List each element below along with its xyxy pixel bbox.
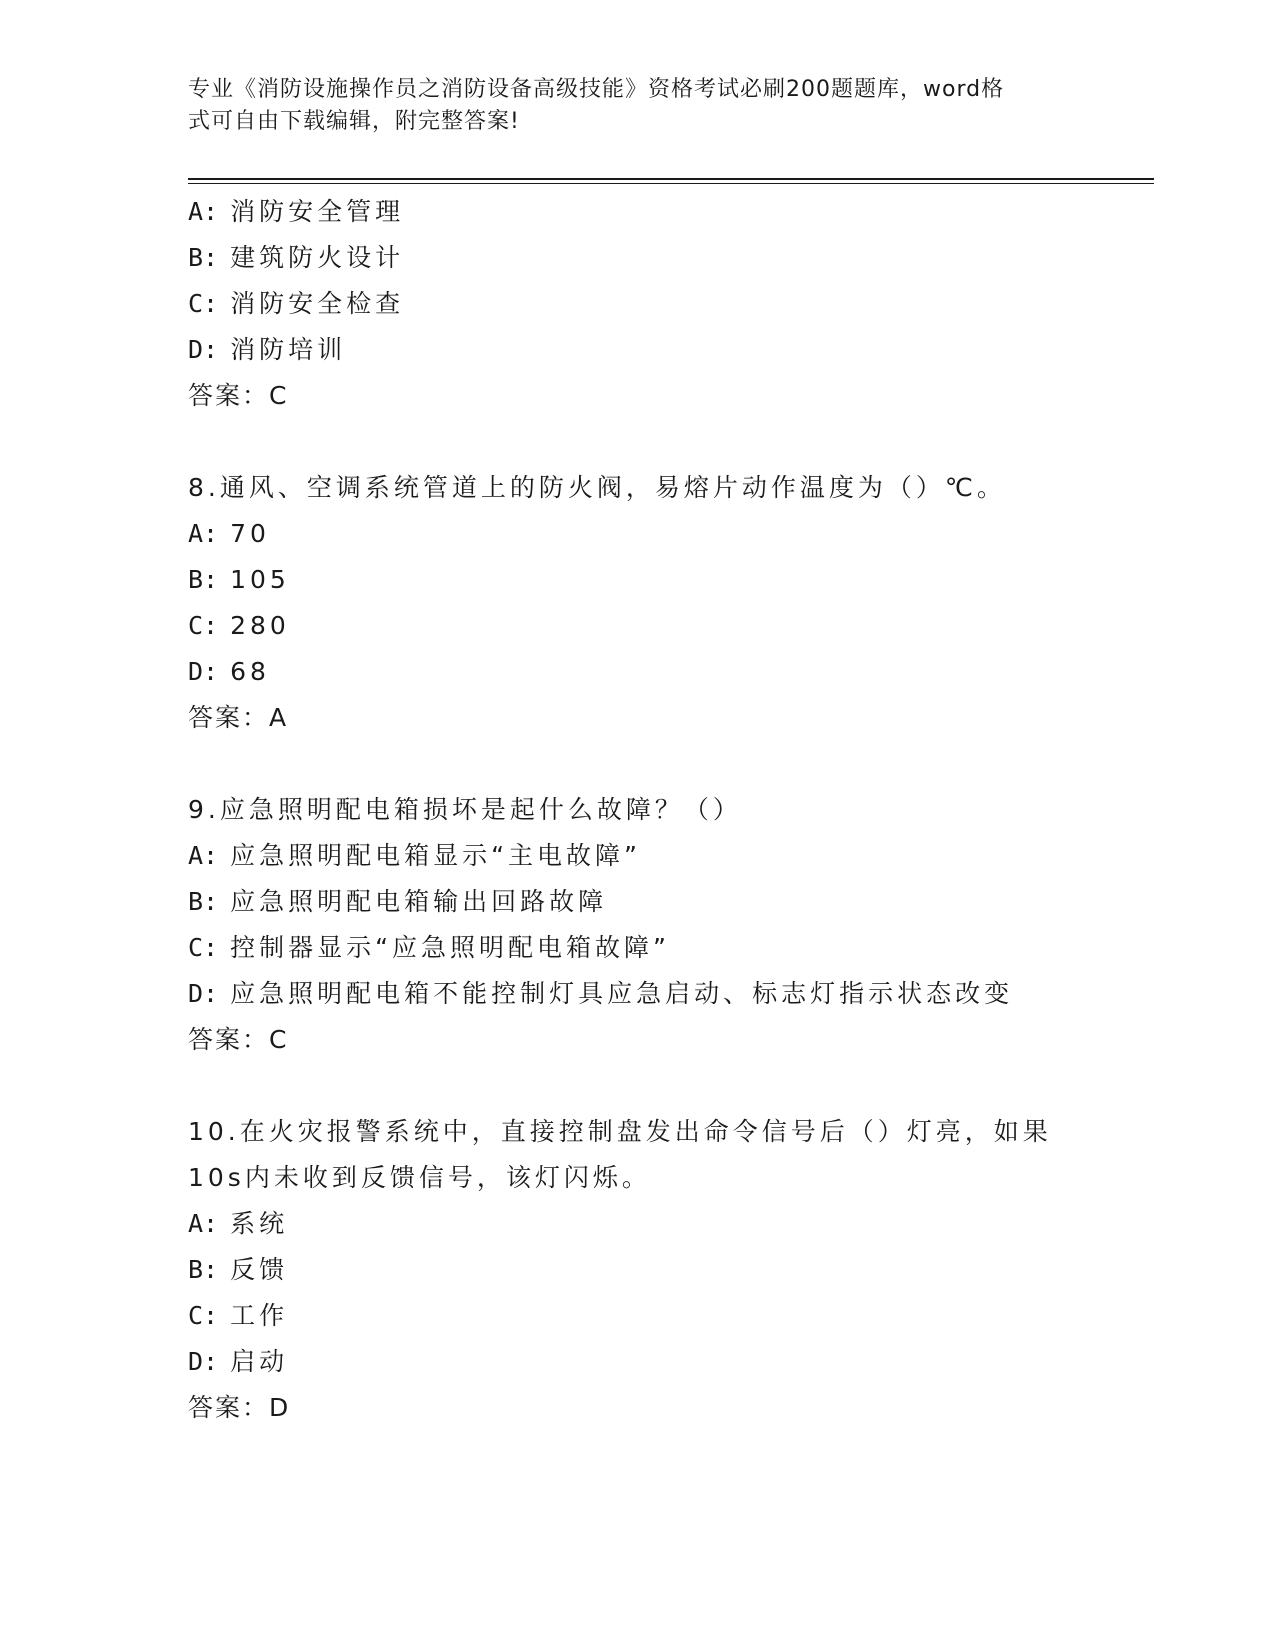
option-text: 消防安全管理: [230, 197, 405, 226]
header-title-line-1: 专业《消防设施操作员之消防设备高级技能》资格考试必刷200题题库，word格: [188, 77, 1005, 102]
question-stem-line: 10.在火灾报警系统中，直接控制盘发出命令信号后（）灯亮，如果: [188, 1117, 1052, 1146]
question-stem-line: 8.通风、空调系统管道上的防火阀，易熔片动作温度为（）℃。: [188, 473, 1006, 502]
answer-option: [188, 1201, 1154, 1247]
answer-option: [188, 833, 1154, 879]
option-text: 应急照明配电箱不能控制灯具应急启动、标志灯指示状态改变: [230, 979, 1014, 1008]
answer-option: [188, 1247, 1154, 1293]
option-text: 控制器显示“应急照明配电箱故障”: [230, 933, 670, 962]
option-text: 应急照明配电箱输出回路故障: [230, 887, 608, 916]
answer-option: [188, 649, 1154, 695]
answer-option: [188, 1339, 1154, 1385]
option-label: B:: [188, 243, 219, 272]
option-text: 系统: [230, 1209, 289, 1238]
option-label: B:: [188, 565, 219, 594]
answer-option: [188, 557, 1154, 603]
answer-option: [188, 603, 1154, 649]
option-text: 105: [230, 565, 290, 594]
answer-key: 答案：C: [188, 1025, 289, 1054]
option-label: A:: [188, 841, 219, 870]
question-block: [188, 1109, 1154, 1431]
option-text: 应急照明配电箱显示“主电故障”: [230, 841, 641, 870]
header-title-line-2: 式可自由下载编辑，附完整答案!: [188, 109, 520, 134]
option-label: B:: [188, 887, 219, 916]
option-text: 建筑防火设计: [230, 243, 405, 272]
question-block: [188, 465, 1154, 787]
question-spacer: [188, 1063, 1154, 1109]
option-text: 280: [230, 611, 290, 640]
option-text: 工作: [230, 1301, 289, 1330]
option-label: D:: [188, 657, 219, 686]
option-text: 消防培训: [230, 335, 347, 364]
option-label: A:: [188, 519, 219, 548]
question-spacer: [188, 741, 1154, 787]
header-divider-thin: [188, 183, 1154, 184]
option-label: D:: [188, 979, 219, 1008]
answer-key: 答案：D: [188, 1393, 291, 1422]
option-label: D:: [188, 335, 219, 364]
option-text: 70: [230, 519, 270, 548]
option-label: D:: [188, 1347, 219, 1376]
answer-option: [188, 189, 1154, 235]
option-label: C:: [188, 1301, 219, 1330]
question-spacer: [188, 419, 1154, 465]
question-block: [188, 189, 1154, 465]
header-divider-thick: [188, 178, 1154, 180]
option-text: 68: [230, 657, 270, 686]
option-label: C:: [188, 933, 219, 962]
option-text: 消防安全检查: [230, 289, 405, 318]
answer-option: [188, 971, 1154, 1017]
option-label: A:: [188, 1209, 219, 1238]
option-label: A:: [188, 197, 219, 226]
option-label: C:: [188, 289, 219, 318]
answer-option: [188, 879, 1154, 925]
question-stem-line: 9.应急照明配电箱损坏是起什么故障？（）: [188, 795, 742, 824]
option-label: C:: [188, 611, 219, 640]
answer-key: 答案：C: [188, 381, 289, 410]
option-text: 反馈: [230, 1255, 289, 1284]
question-block: [188, 787, 1154, 1109]
answer-option: [188, 235, 1154, 281]
option-text: 启动: [230, 1347, 289, 1376]
answer-option: [188, 925, 1154, 971]
document-header: [188, 74, 1068, 138]
question-stem-line: 10s内未收到反馈信号，该灯闪烁。: [188, 1163, 651, 1192]
answer-option: [188, 327, 1154, 373]
answer-option: [188, 281, 1154, 327]
answer-key: 答案：A: [188, 703, 289, 732]
answer-option: [188, 511, 1154, 557]
option-label: B:: [188, 1255, 219, 1284]
answer-option: [188, 1293, 1154, 1339]
question-list: [188, 189, 1154, 1431]
